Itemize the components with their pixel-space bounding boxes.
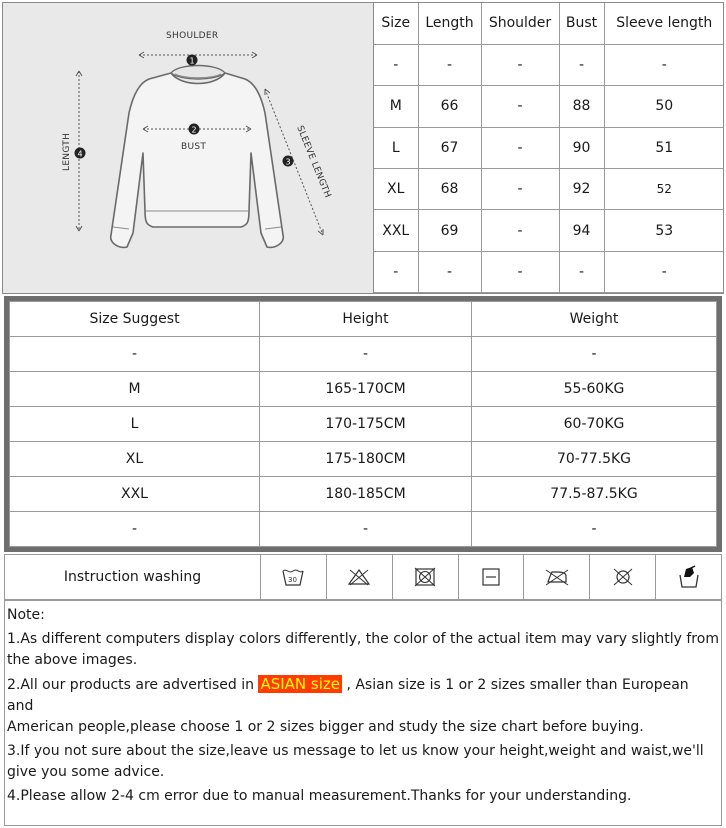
note-item-2-text: 2.All our products are advertised in <box>7 677 259 693</box>
svg-text:SHOULDER: SHOULDER <box>166 31 219 41</box>
table-row <box>10 442 717 477</box>
note-item-2-line-2: American people,please choose 1 or 2 sizes bigger and study the size chart before buying. <box>7 719 644 735</box>
table-row <box>10 337 717 372</box>
size-suggest-frame <box>4 296 722 552</box>
table-row <box>10 512 717 547</box>
notes-section <box>4 600 722 826</box>
table-cell: - <box>481 86 559 127</box>
table-cell: 88 <box>559 86 604 127</box>
table-cell: - <box>374 44 418 85</box>
table-cell: 165-170CM <box>260 372 472 407</box>
washing-instructions <box>4 554 722 600</box>
table-row <box>374 210 724 251</box>
table-cell: XL <box>374 169 418 210</box>
svg-text:BUST: BUST <box>181 142 207 152</box>
table-cell: 94 <box>559 210 604 251</box>
iron-low-icon <box>524 555 590 599</box>
table-cell: - <box>481 251 559 292</box>
svg-text:30: 30 <box>288 576 298 584</box>
table-cell: - <box>559 44 604 85</box>
table-cell: - <box>472 512 717 547</box>
no-bleach-icon <box>327 555 393 599</box>
wash-30-icon <box>261 555 327 599</box>
table-cell: M <box>10 372 260 407</box>
header-bust: Bust <box>559 3 604 44</box>
size-suggest-table <box>9 301 717 547</box>
sweater-illustration <box>3 3 374 293</box>
table-cell: 77.5-87.5KG <box>472 477 717 512</box>
header-height: Height <box>260 302 472 337</box>
hand-wash-icon <box>656 555 721 599</box>
svg-text:2: 2 <box>191 125 197 135</box>
size-table <box>374 3 724 293</box>
table-cell: 90 <box>559 127 604 168</box>
header-shoulder: Shoulder <box>481 3 559 44</box>
table-row <box>10 372 717 407</box>
table-cell: - <box>260 337 472 372</box>
table-cell: - <box>481 44 559 85</box>
sweater-diagram <box>3 3 374 293</box>
table-cell: 55-60KG <box>472 372 717 407</box>
table-cell: - <box>559 251 604 292</box>
table-cell: - <box>472 337 717 372</box>
table-cell: 170-175CM <box>260 407 472 442</box>
table-cell: 66 <box>418 86 481 127</box>
header-length: Length <box>418 3 481 44</box>
svg-text:1: 1 <box>189 56 195 66</box>
svg-text:LENGTH: LENGTH <box>62 132 72 171</box>
table-cell: 175-180CM <box>260 442 472 477</box>
table-cell: 53 <box>604 210 724 251</box>
table-cell: 180-185CM <box>260 477 472 512</box>
size-chart-section <box>2 2 724 294</box>
svg-text:3: 3 <box>285 157 291 167</box>
svg-text:4: 4 <box>77 149 83 159</box>
no-tumble-dry-icon <box>393 555 459 599</box>
table-cell: - <box>10 512 260 547</box>
table-cell: 68 <box>418 169 481 210</box>
table-cell: 67 <box>418 127 481 168</box>
header-weight: Weight <box>472 302 717 337</box>
table-cell: - <box>260 512 472 547</box>
note-item-3: 3.If you not sure about the size,leave us message to let us know your height,weight and waist,we'll give you some advice. <box>7 743 704 780</box>
svg-text:SLEEVE LENGTH: SLEEVE LENGTH <box>294 124 333 200</box>
asian-size-highlight: ASIAN size <box>260 675 340 693</box>
header-size-suggest: Size Suggest <box>10 302 260 337</box>
table-row <box>374 251 724 292</box>
no-dry-clean-icon <box>590 555 656 599</box>
note-item-2 <box>7 674 719 717</box>
suggest-header <box>10 302 717 337</box>
table-row <box>374 86 724 127</box>
table-cell: L <box>374 127 418 168</box>
table-cell: 51 <box>604 127 724 168</box>
table-cell: - <box>418 251 481 292</box>
table-cell: 69 <box>418 210 481 251</box>
note-item-2-text-after: , Asian size is 1 or 2 sizes smaller than European and <box>7 677 689 714</box>
table-cell: 50 <box>604 86 724 127</box>
table-row <box>374 44 724 85</box>
table-cell: XL <box>10 442 260 477</box>
table-cell: 70-77.5KG <box>472 442 717 477</box>
table-cell: XXL <box>10 477 260 512</box>
table-cell: M <box>374 86 418 127</box>
table-cell: XXL <box>374 210 418 251</box>
table-row <box>10 477 717 512</box>
table-row <box>374 169 724 210</box>
table-cell: 60-70KG <box>472 407 717 442</box>
table-cell: - <box>604 44 724 85</box>
table-cell: 92 <box>559 169 604 210</box>
notes-title: Note: <box>7 607 45 623</box>
table-cell: - <box>481 210 559 251</box>
table-cell: - <box>481 169 559 210</box>
table-cell: 52 <box>604 169 724 210</box>
table-cell: - <box>10 337 260 372</box>
dry-flat-icon <box>459 555 525 599</box>
header-size: Size <box>374 3 418 44</box>
size-table-header <box>374 3 724 44</box>
table-cell: - <box>374 251 418 292</box>
table-cell: - <box>481 127 559 168</box>
note-item-4: 4.Please allow 2-4 cm error due to manual measurement.Thanks for your understanding. <box>7 788 632 804</box>
washing-label: Instruction washing <box>5 555 261 599</box>
table-row <box>10 407 717 442</box>
table-cell: - <box>604 251 724 292</box>
header-sleeve-length: Sleeve length <box>604 3 724 44</box>
table-cell: L <box>10 407 260 442</box>
table-cell: - <box>418 44 481 85</box>
table-row <box>374 127 724 168</box>
note-item-1: 1.As different computers display colors differently, the color of the actual item may vary slightly from the above images. <box>7 631 719 668</box>
